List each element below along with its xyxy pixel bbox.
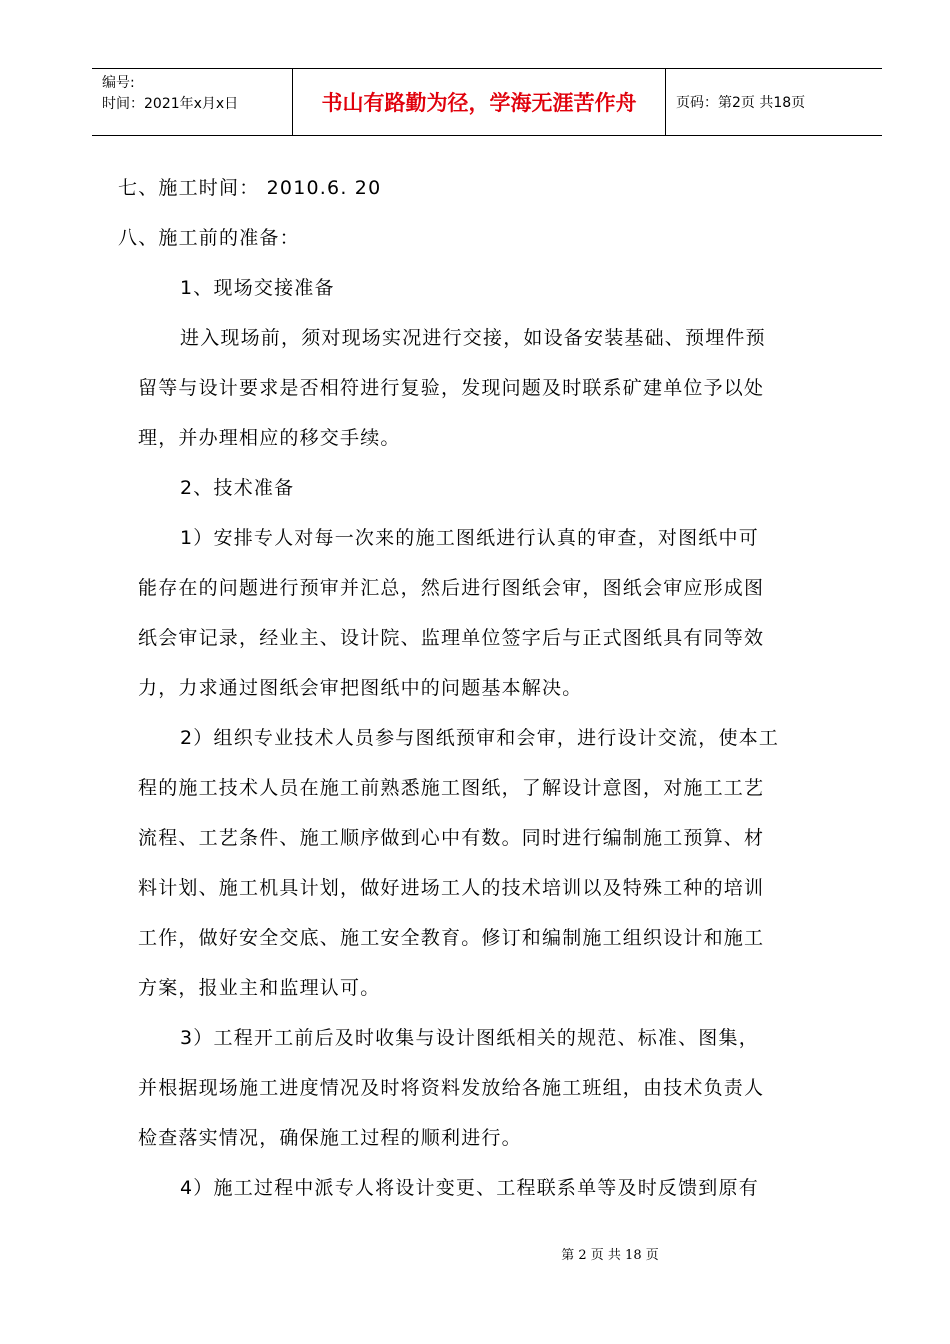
paragraph-line: 2）组织专业技术人员参与图纸预审和会审，进行设计交流，使本工 xyxy=(180,727,780,749)
paragraph-line: 3）工程开工前后及时收集与设计图纸相关的规范、标准、图集， xyxy=(180,1027,759,1049)
paragraph-line: 检查落实情况，确保施工过程的顺利进行。 xyxy=(138,1127,522,1149)
paragraph-line: 流程、工艺条件、施工顺序做到心中有数。同时进行编制施工预算、材 xyxy=(138,827,765,849)
paragraph-line: 1）安排专人对每一次来的施工图纸进行认真的审查，对图纸中可 xyxy=(180,527,759,549)
paragraph-line: 料计划、施工机具计划，做好进场工人的技术培训以及特殊工种的培训 xyxy=(138,877,765,899)
paragraph-line: 能存在的问题进行预审并汇总，然后进行图纸会审，图纸会审应形成图 xyxy=(138,577,765,599)
subheading-technical-preparation: 2、技术准备 xyxy=(180,477,295,499)
page-footer: 第 2 页 共 18 页 xyxy=(561,1248,659,1263)
paragraph-line: 并根据现场施工进度情况及时将资料发放给各施工班组，由技术负责人 xyxy=(138,1077,765,1099)
paragraph-line: 进入现场前，须对现场实况进行交接，如设备安装基础、预埋件预 xyxy=(180,327,766,349)
paragraph-line: 纸会审记录，经业主、设计院、监理单位签字后与正式图纸具有同等效 xyxy=(138,627,765,649)
paragraph-line: 力，力求通过图纸会审把图纸中的问题基本解决。 xyxy=(138,677,583,699)
paragraph-line: 程的施工技术人员在施工前熟悉施工图纸，了解设计意图，对施工工艺 xyxy=(138,777,765,799)
header-page-info: 页码：第2页 共18页 xyxy=(676,95,806,111)
header-meta-cell xyxy=(92,69,293,135)
document-number-label: 编号: xyxy=(102,75,135,91)
paragraph-line: 留等与设计要求是否相符进行复验，发现问题及时联系矿建单位予以处 xyxy=(138,377,765,399)
subheading-site-handover: 1、现场交接准备 xyxy=(180,277,335,299)
document-time-label: 时间：2021年x月x日 xyxy=(102,96,239,112)
header-motto: 书山有路勤为径，学海无涯苦作舟 xyxy=(293,69,666,135)
section-heading-construction-time: 七、施工时间： 2010.6. 20 xyxy=(118,177,382,199)
page-header xyxy=(92,68,882,136)
document-body xyxy=(118,163,838,1213)
paragraph-line: 方案，报业主和监理认可。 xyxy=(138,977,381,999)
section-heading-preparation: 八、施工前的准备： xyxy=(118,227,300,249)
paragraph-line: 理，并办理相应的移交手续。 xyxy=(138,427,401,449)
paragraph-line: 工作，做好安全交底、施工安全教育。修订和编制施工组织设计和施工 xyxy=(138,927,765,949)
paragraph-line: 4）施工过程中派专人将设计变更、工程联系单等及时反馈到原有 xyxy=(180,1177,759,1199)
